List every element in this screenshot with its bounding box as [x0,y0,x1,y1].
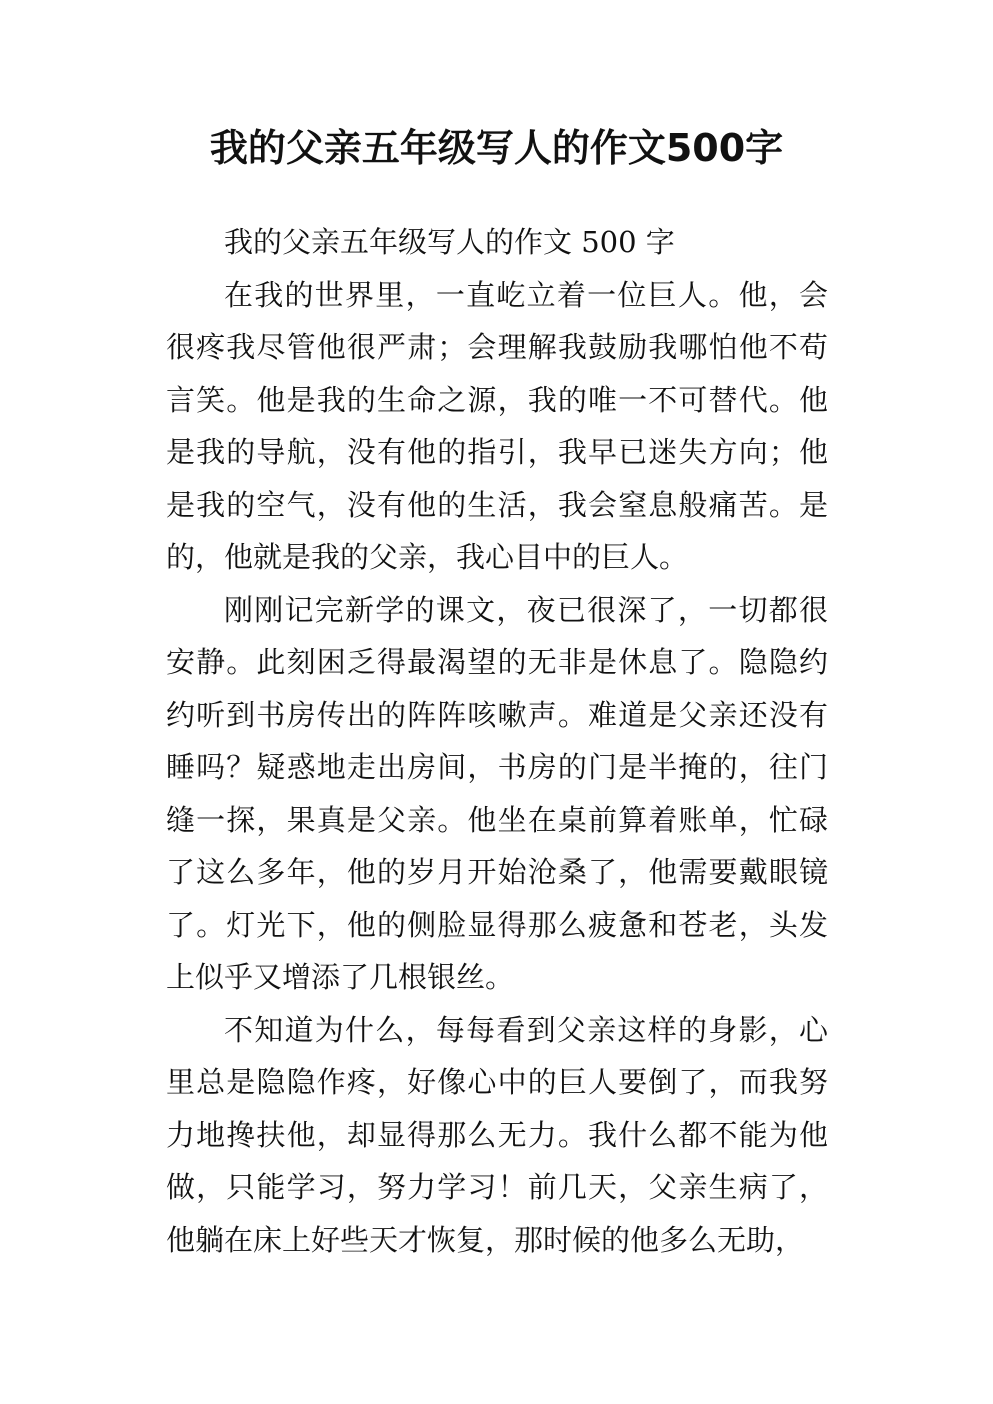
paragraph-subtitle: 我的父亲五年级写人的作文 500 字 [224,225,675,259]
document-title: 我的父亲五年级写人的作文500字 [209,126,784,170]
paragraph-2: 刚刚记完新学的课文，夜已很深了，一切都很安静。此刻困乏得最渴望的无非是休息了。隐隐约约听到书房传出的阵阵咳嗽声。难道是父亲还没有睡吗？疑惑地走出房间，书房的门是半掩的，往门缝一探，果真是父亲。他坐在桌前算着账单，忙碌了这么多年，他的岁月开始沧桑了，他需要戴眼镜了。灯光下，他的侧脸显得那么疲惫和苍老，头发上似乎又增添了几根银丝。 [166,592,828,994]
document-body [166,216,828,1266]
paragraph-1: 在我的世界里，一直屹立着一位巨人。他，会很疼我尽管他很严肃；会理解我鼓励我哪怕他不苟言笑。他是我的生命之源，我的唯一不可替代。他是我的导航，没有他的指引，我早已迷失方向；他是我的空气，没有他的生活，我会窒息般痛苦。是的，他就是我的父亲，我心目中的巨人。 [166,277,828,574]
paragraph-3: 不知道为什么，每每看到父亲这样的身影，心里总是隐隐作疼，好像心中的巨人要倒了，而我努力地搀扶他，却显得那么无力。我什么都不能为他做，只能学习，努力学习！前几天，父亲生病了，他躺在床上好些天才恢复，那时候的他多么无助， [166,1012,828,1257]
